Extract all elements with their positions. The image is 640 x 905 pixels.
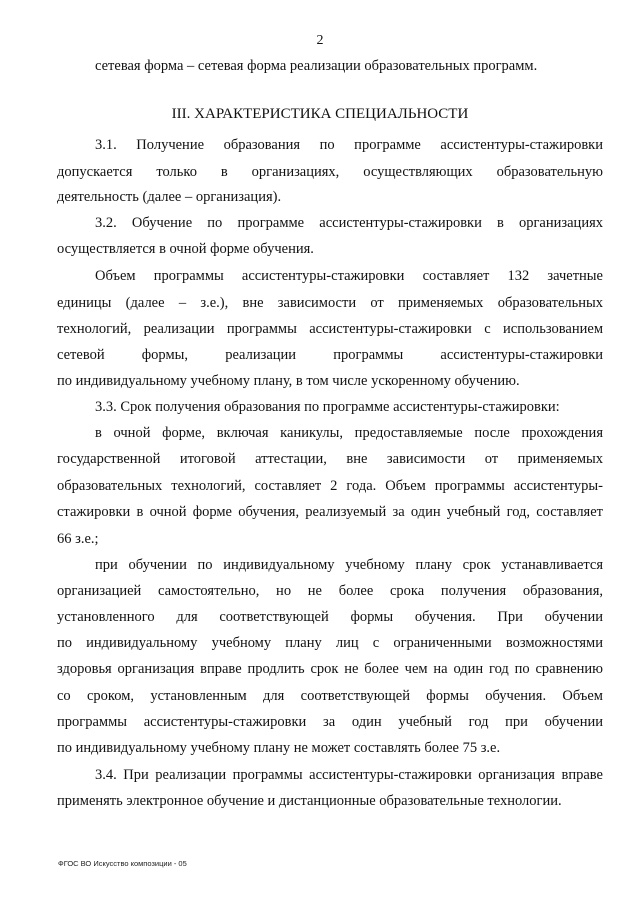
text-line: осуществляется в очной форме обучения. — [57, 241, 314, 257]
footer-note: ФГОС ВО Искусство композиции - 05 — [58, 859, 187, 868]
text-line: применять электронное обучение и дистанционные образовательные технологии. — [57, 793, 562, 809]
text-line: организацией самостоятельно, но не более срока получения образования, — [57, 583, 603, 599]
text-line: по индивидуальному учебному плану лиц с ограниченными возможностями — [57, 635, 603, 651]
text-line: по индивидуальному учебному плану не может составлять более 75 з.е. — [57, 740, 501, 756]
text-line: 3.3. Срок получения образования по программе ассистентуры-стажировки: — [95, 399, 560, 415]
text-line: Объем программы ассистентуры-стажировки составляет 132 зачетные — [95, 268, 603, 284]
text-line: единицы (далее – з.е.), вне зависимости от применяемых образовательных — [57, 295, 603, 311]
text-line: допускается только в организациях, осуществляющих образовательную — [57, 164, 603, 180]
text-line: 3.1. Получение образования по программе ассистентуры-стажировки — [95, 137, 603, 153]
text-line: 3.4. При реализации программы ассистентуры-стажировки организация вправе — [95, 767, 603, 783]
text-line: сетевой формы, реализации программы ассистентуры-стажировки — [57, 347, 603, 363]
text-line: 3.2. Обучение по программе ассистентуры-стажировки в организациях — [95, 215, 603, 231]
text-line: по индивидуальному учебному плану, в том числе ускоренному обучению. — [57, 373, 520, 389]
text-line: здоровья организация вправе продлить срок не более чем на один год по сравнению — [57, 661, 603, 677]
section-title: III. ХАРАКТЕРИСТИКА СПЕЦИАЛЬНОСТИ — [171, 106, 469, 122]
text-line: образовательных технологий, составляет 2 года. Объем программы ассистентуры- — [57, 478, 603, 494]
page-number: 2 — [316, 33, 324, 48]
text-line: со сроком, установленным для соответствующей формы обучения. Объем — [57, 688, 603, 704]
text-line: стажировки в очной форме обучения, реализуемый за один учебный год, составляет — [57, 504, 603, 520]
text-line: программы ассистентуры-стажировки за один учебный год при обучении — [57, 714, 603, 730]
text-line: при обучении по индивидуальному учебному плану срок устанавливается — [95, 557, 603, 573]
text-line: государственной итоговой аттестации, вне зависимости от применяемых — [57, 451, 603, 467]
text-line: 66 з.е.; — [57, 531, 99, 547]
text-line: технологий, реализации программы ассистентуры-стажировки с использованием — [57, 321, 603, 337]
text-line: деятельность (далее – организация). — [57, 189, 282, 205]
text-line: установленного для соответствующей формы обучения. При обучении — [57, 609, 603, 625]
intro-line: сетевая форма – сетевая форма реализации образовательных программ. — [95, 58, 538, 74]
text-line: в очной форме, включая каникулы, предоставляемые после прохождения — [95, 425, 603, 441]
